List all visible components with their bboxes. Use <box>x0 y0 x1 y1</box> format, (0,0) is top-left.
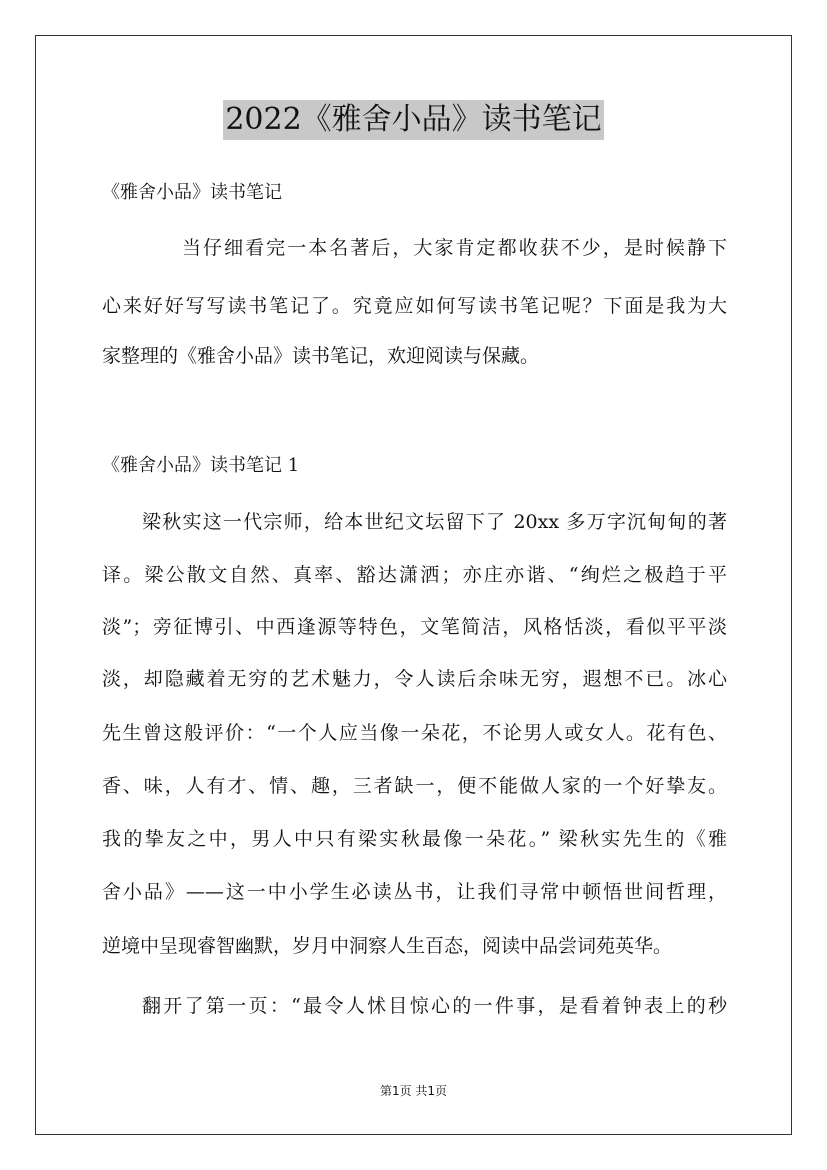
page-number-footer: 第1页 共1页 <box>379 1084 448 1098</box>
section1-line-5: 先生曾这般评价：“一个人应当像一朵花，不论男人或女人。花有色、 <box>102 722 727 744</box>
section1-heading: 《雅舍小品》读书笔记 1 <box>102 455 300 476</box>
section1-line-3: 淡”；旁征博引、中西逢源等特色，文笔简洁，风格恬淡，看似平平淡 <box>102 616 727 638</box>
section1-line-2: 译。梁公散文自然、真率、豁达潇洒；亦庄亦谐、“绚烂之极趋于平 <box>102 564 727 586</box>
intro-line-2: 心来好好写写读书笔记了。究竟应如何写读书笔记呢？下面是我为大 <box>102 295 727 317</box>
section1-line-6: 香、味，人有才、情、趣，三者缺一，便不能做人家的一个好挚友。 <box>102 775 727 797</box>
section1-para2-line-1: 翻开了第一页：“最令人怵目惊心的一件事，是看着钟表上的秒 <box>142 995 727 1017</box>
intro-heading: 《雅舍小品》读书笔记 <box>102 182 282 203</box>
section1-line-7: 我的挚友之中，男人中只有梁实秋最像一朵花。” 梁秋实先生的《雅 <box>102 828 727 850</box>
document-title: 2022《雅舍小品》读书笔记 <box>223 100 603 140</box>
section1-line-4: 淡，却隐藏着无穷的艺术魅力，令人读后余味无穷，遐想不已。冰心 <box>102 668 727 690</box>
section1-line-9: 逆境中呈现睿智幽默，岁月中洞察人生百态，阅读中品尝词苑英华。 <box>102 935 673 957</box>
section1-line-8: 舍小品》——这一中小学生必读丛书，让我们寻常中顿悟世间哲理， <box>102 881 727 903</box>
title-container <box>0 100 827 140</box>
section1-line-1: 梁秋实这一代宗师，给本世纪文坛留下了 20xx 多万字沉甸甸的著 <box>142 511 727 533</box>
intro-line-1: 当仔细看完一本名著后，大家肯定都收获不少，是时候静下 <box>182 237 727 259</box>
intro-line-3: 家整理的《雅舍小品》读书笔记，欢迎阅读与保藏。 <box>102 345 540 367</box>
